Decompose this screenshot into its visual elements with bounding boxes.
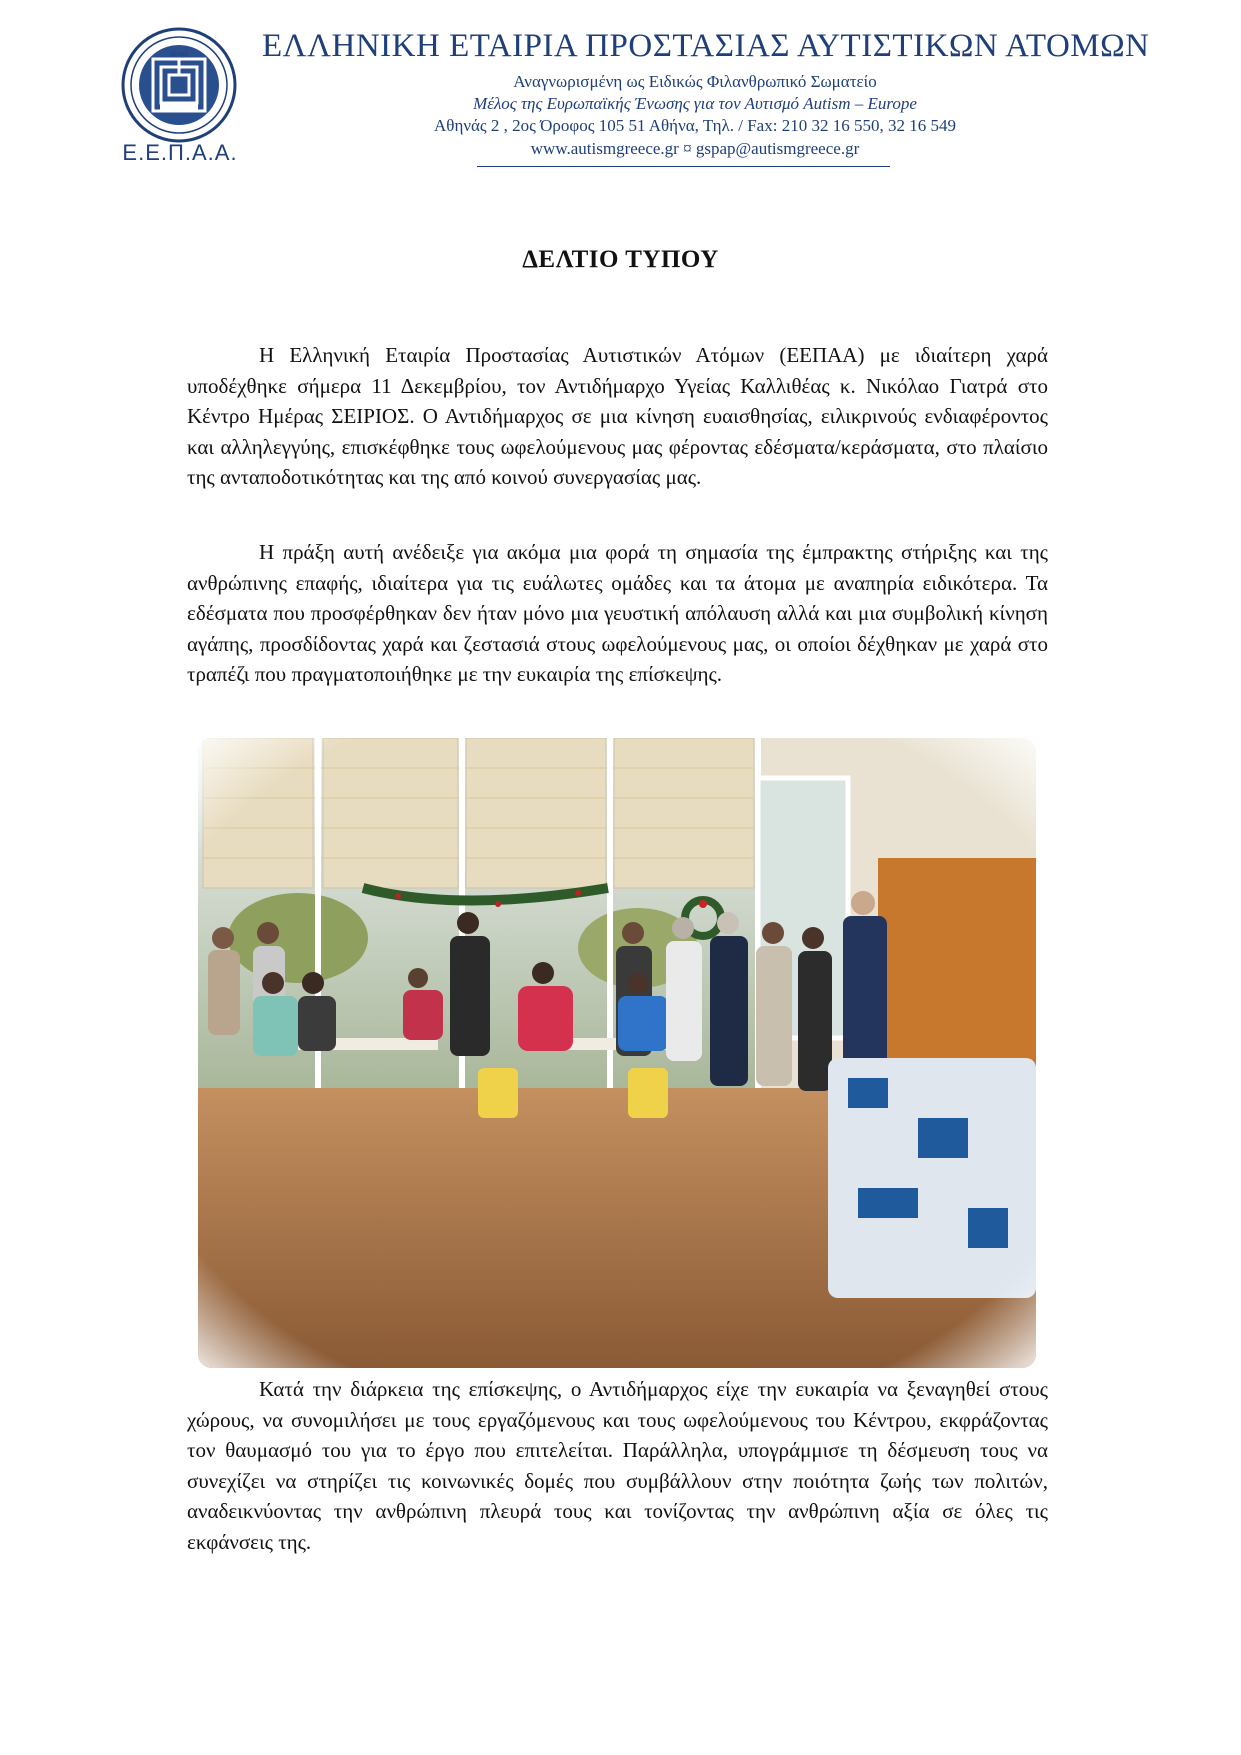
paragraph-1: Η Ελληνική Εταιρία Προστασίας Αυτιστικών Ατόμων (ΕΕΠΑΑ) με ιδιαίτερη χαρά υποδέχθηκε σήμερα 11 Δεκεμβρίου, τον Αντιδήμαρχο Υγείας Καλλιθέας κ. Νικόλαο Γιατρά στο Κέντρο Ημέρας ΣΕΙΡΙΟΣ. Ο Αντιδήμαρχος σε μια κίνηση ευαισθησίας, ειλικρινούς ενδιαφέροντος και αλληλεγγύης, επισκέφθηκε τους ωφελούμενους μας φέροντας εδέσματα/κεράσματα, στο πλαίσιο της ανταποδοτικότητας και της από κοινού συνεργασίας μας. [187,343,1048,489]
organization-contact-line: www.autismgreece.gr ¤ gspap@autismgreece.gr [530,139,860,158]
paragraph-2: Η πράξη αυτή ανέδειξε για ακόμα μια φορά τη σημασία της έμπρακτης στήριξης και της ανθρώπινης επαφής, ιδιαίτερα για τις ευάλωτες ομάδες και τα άτομα με αναπηρία ειδικότερα. Τα εδέσματα που προσφέρθηκαν δεν ήταν μόνο μια γευστική απόλαυση αλλά και μια συμβολική κίνηση αγάπης, προσδίδοντας χαρά και ζεστασιά στους ωφελούμενους μας, οι οποίοι δέχθηκαν με χαρά στο τραπέζι που πραγματοποιήθηκε με την ευκαιρία της επίσκεψης. [187,540,1048,686]
organization-logo [120,26,238,144]
svg-text:ΕΕΠΑΑ: ΕΕΠΑΑ [170,52,188,58]
organization-status-line: Αναγνωρισμένη ως Ειδικώς Φιλανθρωπικό Σωματείο [513,72,877,91]
logo-caption: Ε.Ε.Π.Α.Α. [122,140,238,165]
paragraph-3: Κατά την διάρκεια της επίσκεψης, ο Αντιδήμαρχος είχε την ευκαιρία να ξεναγηθεί στους χώρους, να συνομιλήσει με τους εργαζόμενους και τους ωφελούμενους του Κέντρου, εκφράζοντας τον θαυμασμό του για το έργο που επιτελείται. Παράλληλα, υπογράμμισε τη δέσμευση τους να συνεχίζει να στηρίζει τις κοινωνικές δομές που συμβάλλουν στην ποιότητα ζωής των πολιτών, αναδεικνύοντας την ανθρώπινη πλευρά τους και τονίζοντας την ανθρώπινη αξία σε όλες τις εκφάνσεις της. [187,1377,1048,1554]
document-heading: ΔΕΛΤΙΟ ΤΥΠΟΥ [522,246,719,273]
letterhead-divider [477,166,890,167]
organization-address-line: Αθηνάς 2 , 2ος Όροφος 105 51 Αθήνα, Τηλ. / Fax: 210 32 16 550, 32 16 549 [434,116,956,135]
organization-membership-line: Μέλος της Ευρωπαϊκής Ένωσης για τον Αυτισμό Autism – Europe [473,94,917,113]
organization-title: ΕΛΛΗΝΙΚΗ ΕΤΑΙΡΙΑ ΠΡΟΣΤΑΣΙΑΣ ΑΥΤΙΣΤΙΚΩΝ ΑΤΟΜΩΝ [262,28,1150,64]
visit-photo [198,738,1036,1368]
